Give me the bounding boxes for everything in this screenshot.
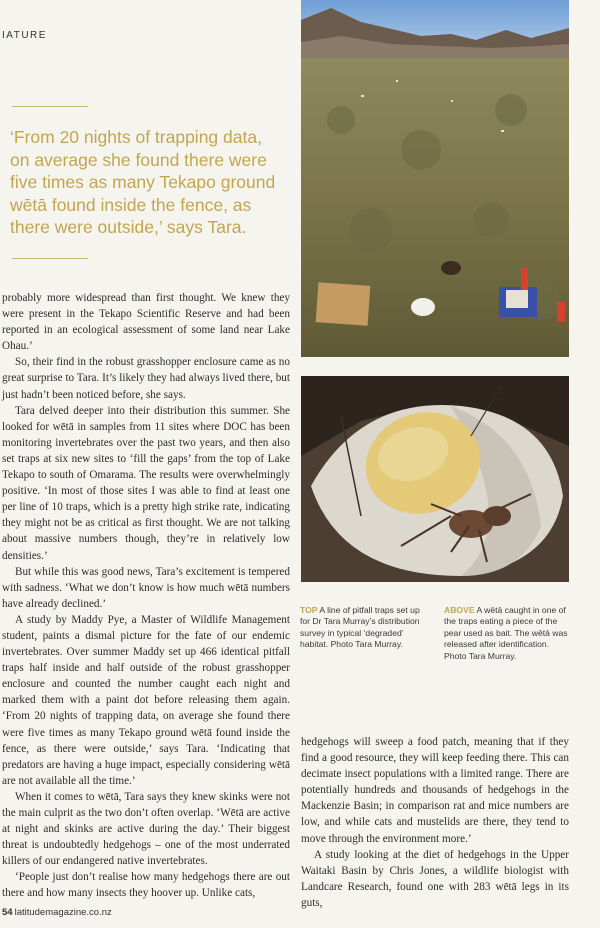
footer-site: latitudemagazine.co.nz	[14, 907, 112, 918]
caption-top-lead: TOP	[300, 605, 318, 615]
landscape-photo	[301, 0, 569, 357]
page-number: 54	[2, 907, 13, 918]
caption-top	[300, 605, 432, 651]
weta-photo-icon	[301, 376, 569, 582]
pull-quote-bottom-rule	[12, 258, 88, 259]
left-column-paragraph: When it comes to wētā, Tara says they knew skinks were not the main culprit as the two don’t often overlap. ‘Wētā are active at night and skinks are active during the day.’ Their biggest threat is undoubtedly hedgehogs – one of the most underrated killers of our endangered native invertebrates.	[2, 790, 290, 868]
caption-above	[444, 605, 570, 662]
caption-above-lead: ABOVE	[444, 605, 475, 615]
landscape-photo-icon	[301, 0, 569, 357]
weta-photo	[301, 376, 569, 582]
right-column	[301, 734, 569, 911]
left-column-paragraph: But while this was good news, Tara’s excitement is tempered with sadness. ‘What we don’t know is how much wētā numbers have already declined.’	[2, 565, 290, 610]
right-column-paragraph: A study looking at the diet of hedgehogs in the Upper Waitaki Basin by Chris Jones, a wildlife biologist with Landcare Research, found one with 283 wētā legs in its guts,	[301, 848, 569, 909]
right-column-paragraph: hedgehogs will sweep a food patch, meaning that if they find a good resource, they will keep feeding there. This can decimate insect populations with a limited range. There are potentially hundreds and thousands of hedgehogs in the Mackenzie Basin; in comparison rat and mice numbers are low, and while cats and mustelids are there, they tend to move through the environment more.’	[301, 736, 569, 845]
page-footer	[2, 907, 112, 918]
caption-above-text: A wētā caught in one of the traps eating a piece of the pear used as bait. The wētā was released after identification. Photo Tara Murray.	[444, 605, 568, 661]
left-column-paragraph: ‘People just don’t realise how many hedgehogs there are out there and how many insects they hoover up. Unlike cats,	[2, 871, 290, 900]
pull-quote-top-rule	[12, 106, 88, 107]
pull-quote: ‘From 20 nights of trapping data, on average she found there were five times as many Tekapo ground wētā found inside the fence, as there were outside,’ says Tara.	[10, 127, 276, 238]
left-column-paragraph: Tara delved deeper into their distribution this summer. She looked for wētā in samples from 11 sites where DOC has been monitoring invertebrates over the past two years, and then also set traps at six new sites to ‘fill the gaps’ from the top of Lake Tekapo to south of Omarama. The results were overwhelmingly positive. ‘In most of those sites I was able to find at least one per line of 10 traps, which is a pretty high strike rate, indicating they might not be as critical as first thought. We are not talking about massive numbers though, they’re in relatively low densities.’	[2, 404, 290, 562]
left-column-paragraph: So, their find in the robust grasshopper enclosure came as no great surprise to Tara. It’s likely they had always lived there, but just hadn’t been noticed before, she says.	[2, 356, 290, 401]
left-column-paragraph: A study by Maddy Pye, a Master of Wildlife Management student, paints a dismal picture for the fate of our endemic invertebrates. Over summer Maddy set up 466 identical pitfall traps half inside and half outside of the robust grasshopper enclosure and counted the number caught each night and marked them with a paint dot before releasing them again. ‘From 20 nights of trapping data, on average she found there were five times as many Tekapo ground wētā found inside the fence, as there were outside,’ says Tara. ‘Indicating that predators are having a huge impact, especially considering wētā are not available all the time.’	[2, 613, 290, 787]
caption-top-text: A line of pitfall traps set up for Dr Tara Murray’s distribution survey in typical ‘degraded’ habitat. Photo Tara Murray.	[300, 605, 420, 650]
section-label: IATURE	[2, 30, 47, 41]
left-column	[2, 290, 290, 902]
left-column-paragraph: probably more widespread than first thought. We knew they were present in the Tekapo Scientific Reserve and had been reported in an ecological assessment of some land near Lake Ohau.’	[2, 292, 290, 353]
